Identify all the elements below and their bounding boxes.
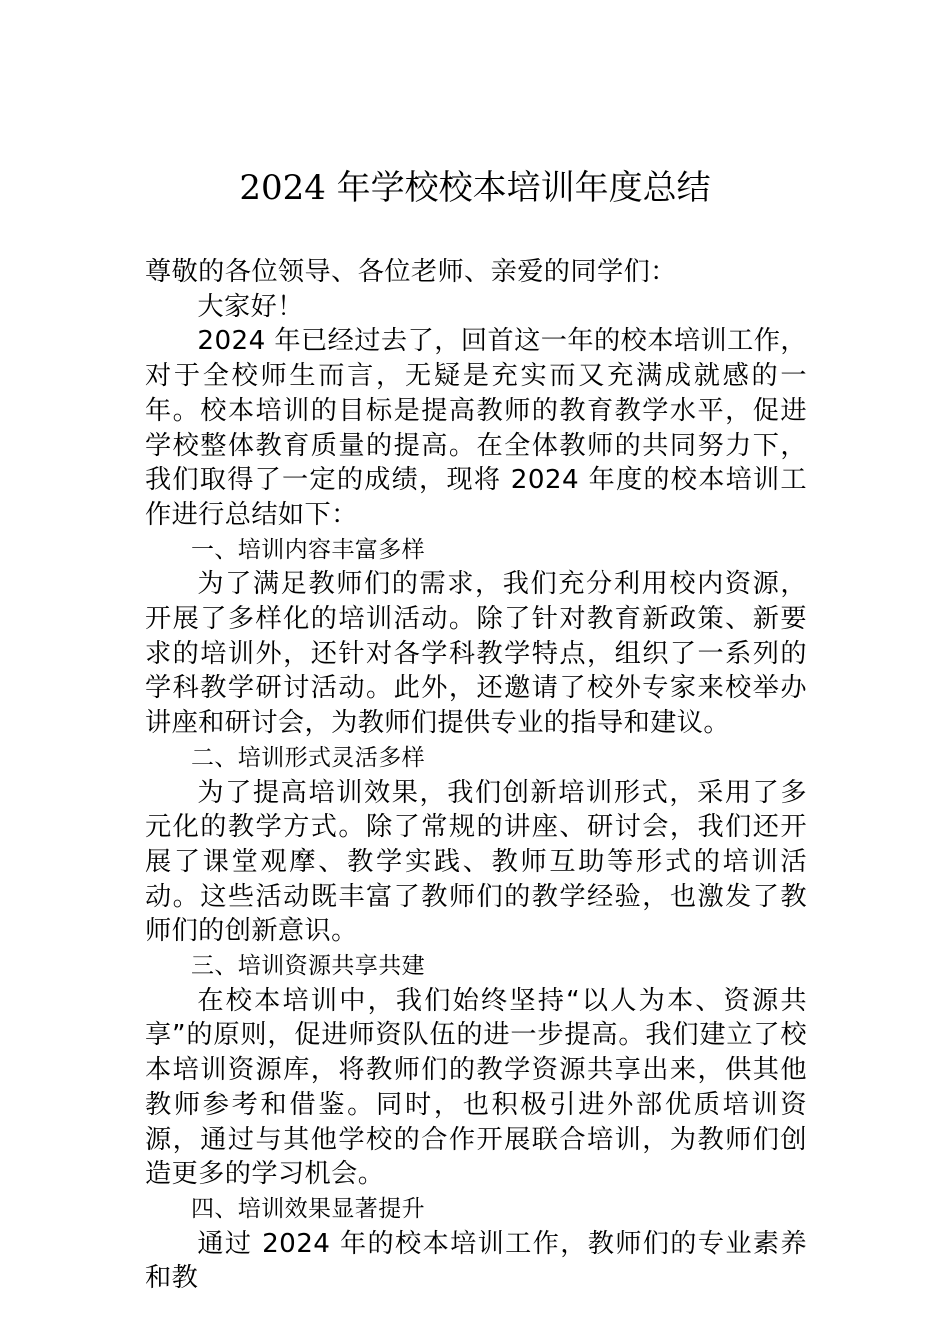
section-paragraph: 通过 2024 年的校本培训工作，教师们的专业素养和教: [145, 1228, 807, 1294]
section-paragraph: 为了满足教师们的需求，我们充分利用校内资源，开展了多样化的培训活动。除了针对教育新政策、新要求的培训外，还针对各学科教学特点，组织了一系列的学科教学研讨活动。此外，还邀请了校外专家来校举办讲座和研讨会，为教师们提供专业的指导和建议。: [145, 569, 807, 739]
salutation: 尊敬的各位领导、各位老师、亲爱的同学们：: [145, 257, 677, 287]
section-paragraph: 为了提高培训效果，我们创新培训形式，采用了多元化的教学方式。除了常规的讲座、研讨会，我们还开展了课堂观摩、教学实践、教师互助等形式的培训活动。这些活动既丰富了教师们的教学经验，也激发了教师们的创新意识。: [145, 777, 807, 947]
document-title: 2024 年学校校本培训年度总结: [239, 168, 711, 208]
document-body: [145, 255, 807, 1296]
section-heading: 二、培训形式灵活多样: [191, 744, 425, 771]
section-heading: 三、培训资源共享共建: [191, 953, 425, 980]
intro-paragraph: 2024 年已经过去了，回首这一年的校本培训工作，对于全校师生而言，无疑是充实而又充满成就感的一年。校本培训的目标是提高教师的教育教学水平，促进学校整体教育质量的提高。在全体教师的共同努力下，我们取得了一定的成绩，现将 2024 年度的校本培训工作进行总结如下：: [145, 326, 807, 530]
section-heading: 一、培训内容丰富多样: [191, 536, 425, 563]
section-paragraph: 在校本培训中，我们始终坚持“以人为本、资源共享”的原则，促进师资队伍的进一步提高。我们建立了校本培训资源库，将教师们的教学资源共享出来，供其他教师参考和借鉴。同时，也积极引进外部优质培训资源，通过与其他学校的合作开展联合培训，为教师们创造更多的学习机会。: [145, 985, 807, 1190]
greeting: 大家好！: [197, 291, 304, 322]
section-heading: 四、培训效果显著提升: [191, 1195, 425, 1222]
